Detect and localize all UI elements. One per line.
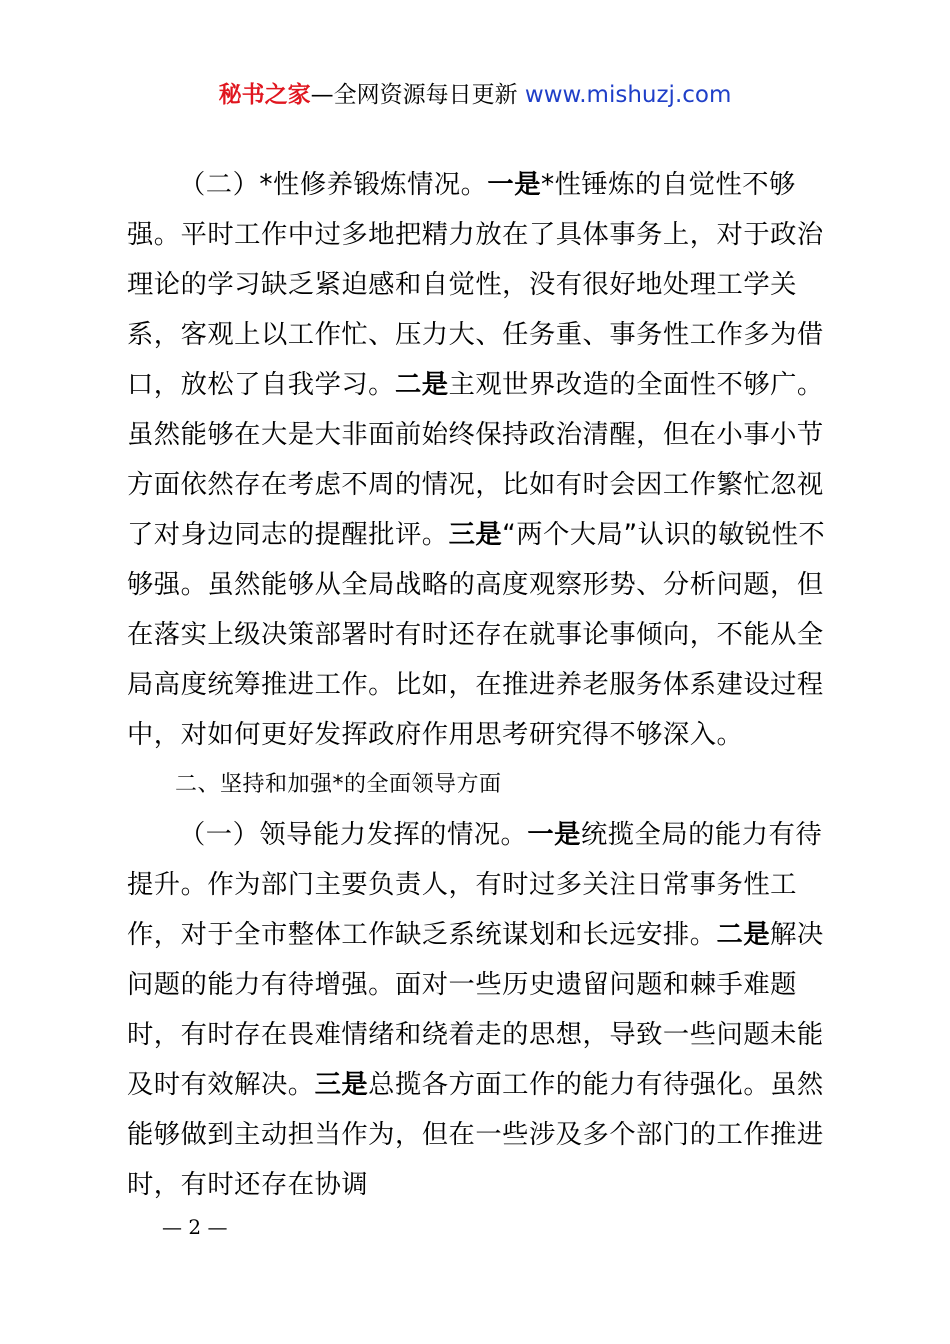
paragraph-text: “两个大局”认识的敏锐性不够强。虽然能够从全局战略的高度观察形势、分析问题，但在落实上级决策部署时有时还存在就事论事倾向，不能从全局高度统筹推进工作。比如，在推进养老服务体系建设过程中，对如何更好发挥政府作用思考研究得不够深入。: [127, 520, 826, 750]
page-number: — 2 —: [162, 1215, 228, 1239]
point-marker: 二是: [394, 370, 449, 400]
site-url: www.mishuzj.com: [524, 82, 732, 108]
paragraph-text: 总揽各方面工作的能力有待强化。虽然能够做到主动担当作为，但在一些涉及多个部门的工作推进时，有时还存在协调: [127, 1070, 824, 1200]
section-heading-text: 二、坚持和加强*的全面领导方面: [175, 772, 502, 797]
paragraph-text: （二）*性修养锻炼情况。: [179, 170, 488, 200]
point-marker: 一是: [527, 820, 581, 850]
paragraph-text: 解决问题的能力有待增强。面对一些历史遗留问题和棘手难题时，有时存在畏难情绪和绕着走的思想，导致一些问题未能及时有效解决。: [127, 920, 824, 1100]
paragraph-text: （一）领导能力发挥的情况。: [179, 820, 528, 850]
paragraph-text: *性锤炼的自觉性不够强。平时工作中过多地把精力放在了具体事务上，对于政治理论的学习缺乏紧迫感和自觉性，没有很好地处理工学关系，客观上以工作忙、压力大、任务重、事务性工作多为借口，放松了自我学习。: [127, 170, 824, 400]
paragraph-party-spirit: [127, 160, 833, 760]
point-marker: 三是: [314, 1070, 369, 1100]
point-marker: 二是: [716, 920, 771, 950]
section-heading: [127, 760, 833, 810]
point-marker: 一是: [487, 170, 542, 200]
paragraph-text: 统揽全局的能力有待提升。作为部门主要负责人，有时过多关注日常事务性工作，对于全市整体工作缺乏系统谋划和长远安排。: [127, 820, 823, 950]
brand-name: 秘书之家: [218, 82, 311, 108]
banner-tagline: —全网资源每日更新: [310, 82, 518, 108]
site-banner: [0, 80, 950, 110]
point-marker: 三是: [448, 520, 503, 550]
document-body: [127, 160, 833, 1210]
paragraph-leadership: [127, 810, 833, 1210]
paragraph-text: 主观世界改造的全面性不够广。虽然能够在大是大非面前始终保持政治清醒，但在小事小节方面依然存在考虑不周的情况，比如有时会因工作繁忙忽视了对身边同志的提醒批评。: [127, 370, 824, 550]
